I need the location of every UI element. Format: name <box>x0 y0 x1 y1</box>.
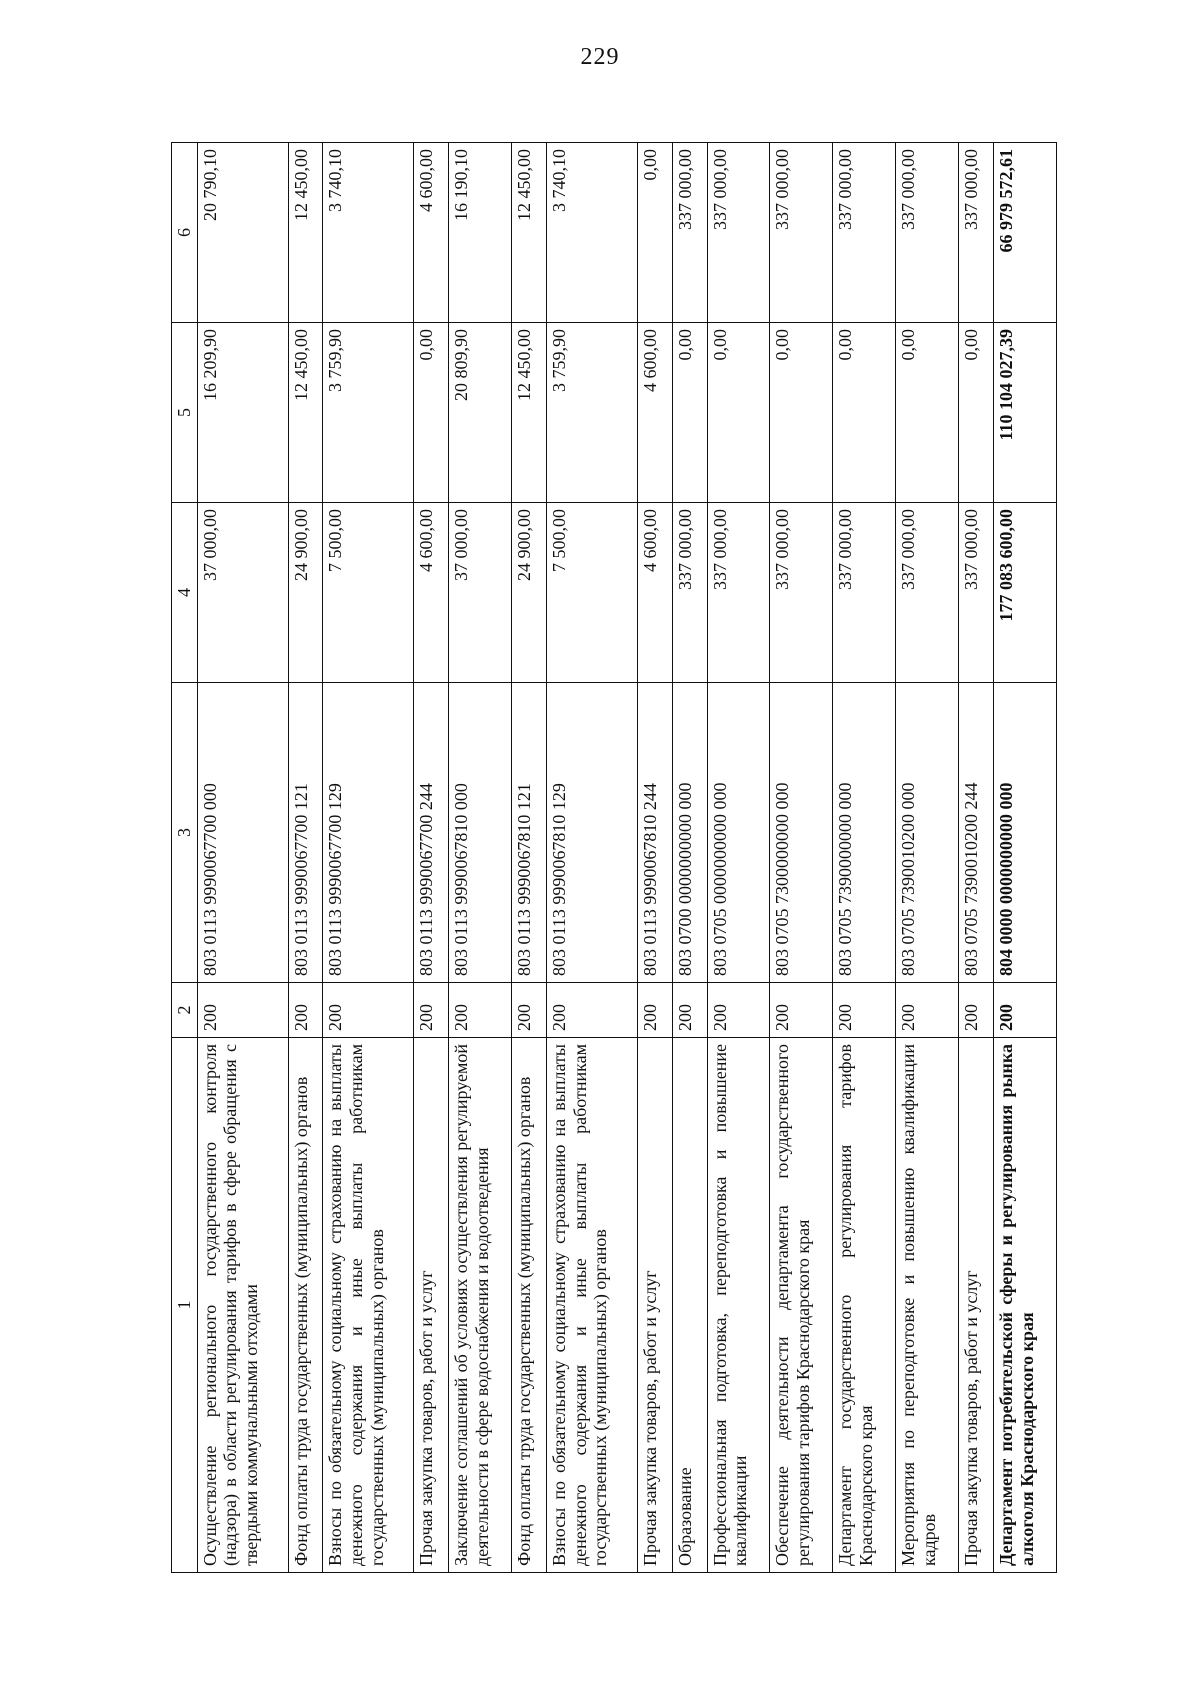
row-name: Департамент государственного регулирования тарифов Краснодарского края <box>833 1038 896 1573</box>
row-code: 803 0113 9990067700 000 <box>197 683 288 983</box>
row-code: 803 0705 7390010200 244 <box>959 683 994 983</box>
row-v4: 7 500,00 <box>546 503 637 683</box>
table-row <box>288 143 323 1573</box>
table-row <box>414 143 449 1573</box>
row-code: 803 0113 9990067700 129 <box>323 683 414 983</box>
row-col2: 200 <box>546 983 637 1038</box>
row-col2: 200 <box>449 983 512 1038</box>
header-col-3: 3 <box>172 683 198 983</box>
row-v5: 110 104 027,39 <box>993 323 1056 503</box>
row-v6: 20 790,10 <box>197 143 288 323</box>
row-v4: 4 600,00 <box>637 503 672 683</box>
row-v4: 24 900,00 <box>512 503 547 683</box>
row-v4: 7 500,00 <box>323 503 414 683</box>
table-row-total <box>993 143 1056 1573</box>
row-col2: 200 <box>323 983 414 1038</box>
row-v5: 0,00 <box>414 323 449 503</box>
table-row <box>637 143 672 1573</box>
row-code: 803 0113 9990067810 244 <box>637 683 672 983</box>
row-col2: 200 <box>637 983 672 1038</box>
row-col2: 200 <box>288 983 323 1038</box>
row-code: 804 0000 0000000000 000 <box>993 683 1056 983</box>
row-col2: 200 <box>833 983 896 1038</box>
row-v4: 24 900,00 <box>288 503 323 683</box>
row-v4: 37 000,00 <box>197 503 288 683</box>
row-v4: 337 000,00 <box>707 503 770 683</box>
row-v5: 12 450,00 <box>288 323 323 503</box>
row-v5: 20 809,90 <box>449 323 512 503</box>
table-row <box>672 143 707 1573</box>
row-name: Департамент потребительской сферы и регулирования рынка алкоголя Краснодарского края <box>993 1038 1056 1573</box>
row-name: Профессиональная подготовка, переподготовка и повышение квалификации <box>707 1038 770 1573</box>
row-v6: 337 000,00 <box>896 143 959 323</box>
row-code: 803 0113 9990067700 121 <box>288 683 323 983</box>
row-v4: 37 000,00 <box>449 503 512 683</box>
row-col2: 200 <box>993 983 1056 1038</box>
row-v5: 0,00 <box>707 323 770 503</box>
row-col2: 200 <box>959 983 994 1038</box>
row-v4: 4 600,00 <box>414 503 449 683</box>
table-row <box>959 143 994 1573</box>
row-code: 803 0113 9990067810 129 <box>546 683 637 983</box>
row-name: Прочая закупка товаров, работ и услуг <box>959 1038 994 1573</box>
row-code: 803 0113 9990067700 244 <box>414 683 449 983</box>
row-v6: 3 740,10 <box>546 143 637 323</box>
row-name: Взносы по обязательному социальному страхованию на выплаты денежного содержания и иные выплаты работникам государственных (муниципальных) органов <box>323 1038 414 1573</box>
row-v6: 3 740,10 <box>323 143 414 323</box>
header-col-4: 4 <box>172 503 198 683</box>
row-v6: 66 979 572,61 <box>993 143 1056 323</box>
row-v6: 0,00 <box>637 143 672 323</box>
table-row <box>546 143 637 1573</box>
row-code: 803 0113 9990067810 000 <box>449 683 512 983</box>
row-v6: 337 000,00 <box>833 143 896 323</box>
row-name: Обеспечение деятельности департамента государственного регулирования тарифов Краснодарского края <box>770 1038 833 1573</box>
table-row <box>449 143 512 1573</box>
row-v6: 12 450,00 <box>288 143 323 323</box>
table-row <box>833 143 896 1573</box>
row-col2: 200 <box>512 983 547 1038</box>
row-name: Фонд оплаты труда государственных (муниципальных) органов <box>512 1038 547 1573</box>
row-v6: 337 000,00 <box>672 143 707 323</box>
row-col2: 200 <box>672 983 707 1038</box>
row-v4: 337 000,00 <box>896 503 959 683</box>
row-v5: 0,00 <box>672 323 707 503</box>
header-col-2: 2 <box>172 983 198 1038</box>
row-v5: 0,00 <box>959 323 994 503</box>
row-v6: 4 600,00 <box>414 143 449 323</box>
row-v4: 337 000,00 <box>959 503 994 683</box>
row-col2: 200 <box>707 983 770 1038</box>
row-code: 803 0705 0000000000 000 <box>707 683 770 983</box>
row-code: 803 0113 9990067810 121 <box>512 683 547 983</box>
table-row <box>896 143 959 1573</box>
row-v5: 12 450,00 <box>512 323 547 503</box>
row-col2: 200 <box>197 983 288 1038</box>
row-v5: 0,00 <box>896 323 959 503</box>
row-v4: 337 000,00 <box>672 503 707 683</box>
row-v6: 12 450,00 <box>512 143 547 323</box>
row-col2: 200 <box>896 983 959 1038</box>
table-row <box>512 143 547 1573</box>
row-v5: 0,00 <box>770 323 833 503</box>
row-name: Прочая закупка товаров, работ и услуг <box>637 1038 672 1573</box>
row-name: Осуществление регионального государственного контроля (надзора) в области регулирования тарифов в сфере обращения с твердыми коммунальными отходами <box>197 1038 288 1573</box>
row-code: 803 0700 0000000000 000 <box>672 683 707 983</box>
row-v6: 16 190,10 <box>449 143 512 323</box>
row-name: Заключение соглашений об условиях осуществления регулируемой деятельности в сфере водоснабжения и водоотведения <box>449 1038 512 1573</box>
row-code: 803 0705 7300000000 000 <box>770 683 833 983</box>
row-v5: 16 209,90 <box>197 323 288 503</box>
row-v4: 337 000,00 <box>833 503 896 683</box>
table-header-row <box>172 143 198 1573</box>
row-name: Фонд оплаты труда государственных (муниципальных) органов <box>288 1038 323 1573</box>
row-v5: 4 600,00 <box>637 323 672 503</box>
row-col2: 200 <box>770 983 833 1038</box>
row-v5: 0,00 <box>833 323 896 503</box>
header-col-6: 6 <box>172 143 198 323</box>
row-code: 803 0705 7390010200 000 <box>896 683 959 983</box>
row-name: Образование <box>672 1038 707 1573</box>
row-name: Взносы по обязательному социальному страхованию на выплаты денежного содержания и иные выплаты работникам государственных (муниципальных) органов <box>546 1038 637 1573</box>
table-row <box>770 143 833 1573</box>
row-v5: 3 759,90 <box>323 323 414 503</box>
row-v6: 337 000,00 <box>770 143 833 323</box>
table-row <box>197 143 288 1573</box>
header-col-1: 1 <box>172 1038 198 1573</box>
row-v5: 3 759,90 <box>546 323 637 503</box>
page-number: 229 <box>580 44 620 70</box>
row-col2: 200 <box>414 983 449 1038</box>
row-code: 803 0705 7390000000 000 <box>833 683 896 983</box>
row-v6: 337 000,00 <box>959 143 994 323</box>
row-v4: 177 083 600,00 <box>993 503 1056 683</box>
row-name: Мероприятия по переподготовке и повышению квалификации кадров <box>896 1038 959 1573</box>
table-row <box>323 143 414 1573</box>
budget-table <box>171 142 1057 1573</box>
header-col-5: 5 <box>172 323 198 503</box>
row-v6: 337 000,00 <box>707 143 770 323</box>
table-row <box>707 143 770 1573</box>
row-v4: 337 000,00 <box>770 503 833 683</box>
row-name: Прочая закупка товаров, работ и услуг <box>414 1038 449 1573</box>
budget-table-rotated <box>171 143 1057 1573</box>
